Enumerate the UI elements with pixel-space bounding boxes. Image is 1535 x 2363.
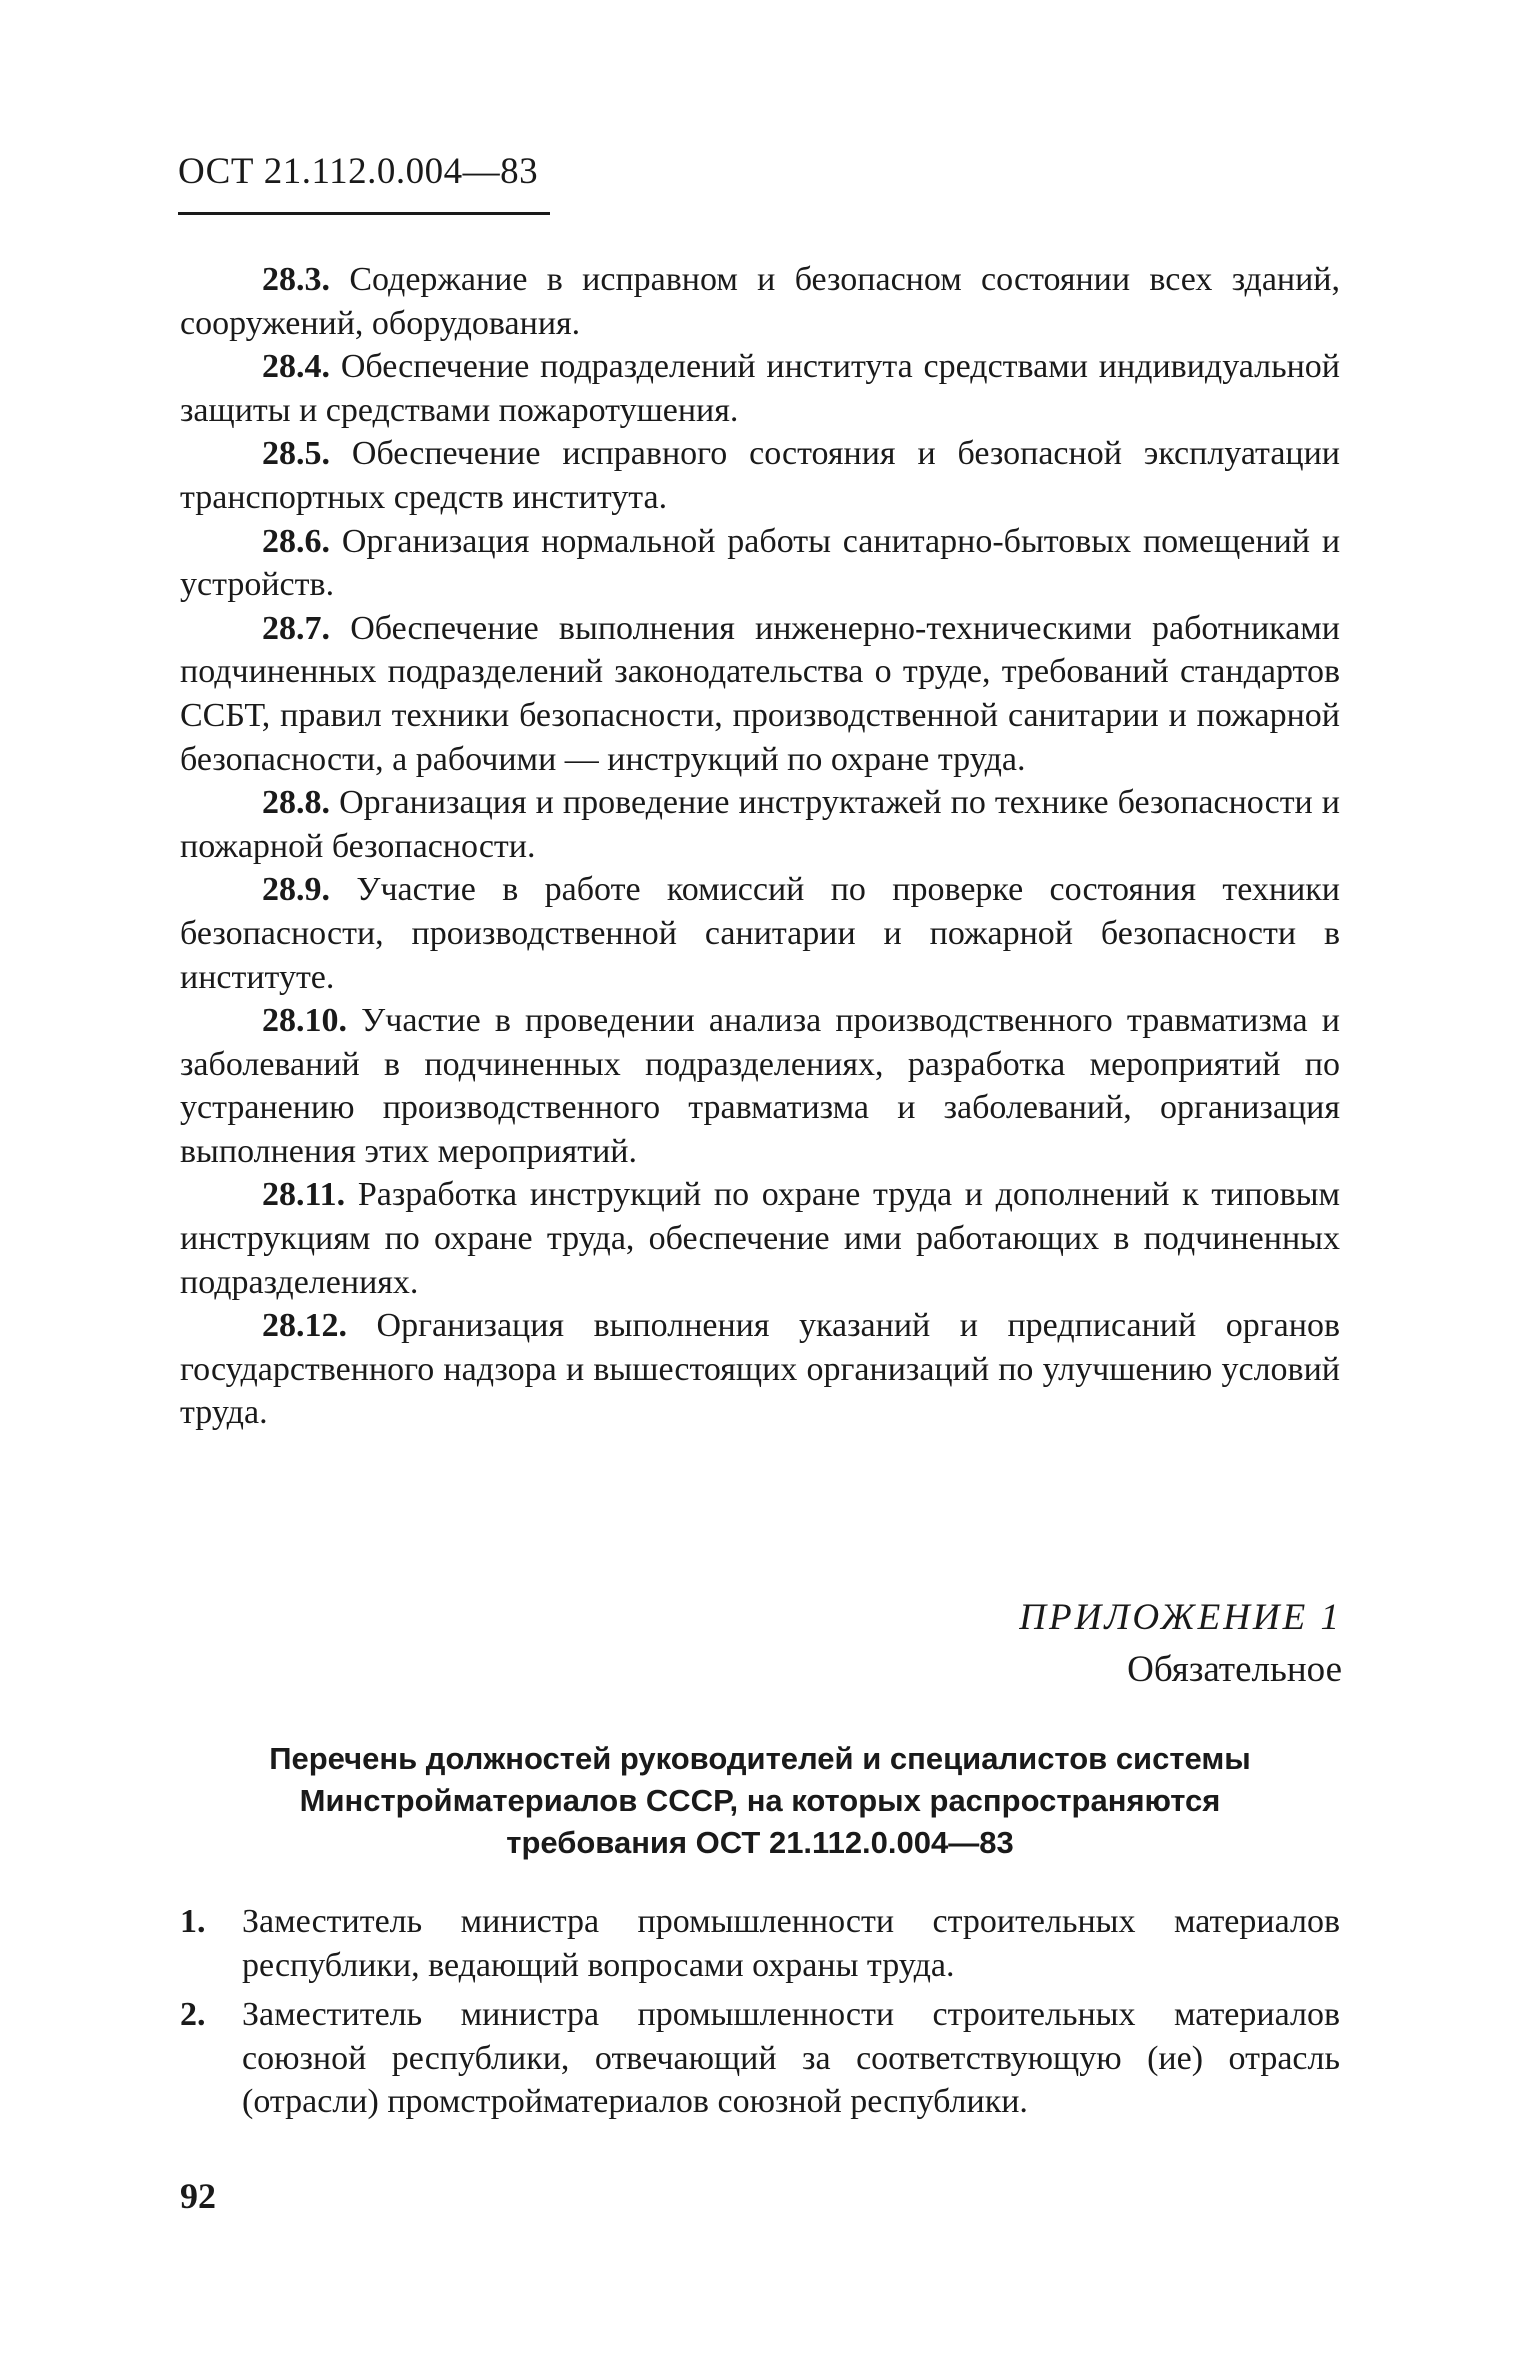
page-number: 92 — [180, 2176, 216, 2216]
document-code-header: ОСТ 21.112.0.004—83 — [178, 151, 539, 192]
section-28-body — [180, 258, 1340, 1435]
paragraph-28-9 — [180, 868, 1340, 999]
paragraph-text: Участие в проведении анализа производственного травматизма и заболеваний в подчиненных подразделениях, разработка мероприятий по устранению производственного травматизма и заболеваний, организация выполнения этих мероприятий. — [180, 1002, 1341, 1170]
paragraph-number: 28.11. — [262, 1176, 346, 1214]
paragraph-text: Обеспечение исправного состояния и безопасной эксплуатации транспортных средств института. — [180, 435, 1340, 516]
paragraph-number: 28.5. — [262, 435, 330, 473]
paragraph-text: Организация нормальной работы санитарно-бытовых помещений и устройств. — [180, 522, 1341, 604]
appendix-heading — [1019, 1592, 1342, 1696]
paragraph-number: 28.4. — [262, 348, 330, 386]
list-item-number: 1. — [180, 1903, 206, 1940]
paragraph-28-6 — [180, 520, 1340, 607]
paragraph-number: 28.10. — [262, 1002, 347, 1040]
paragraph-number: 28.6. — [262, 522, 330, 560]
paragraph-text: Организация и проведение инструктажей по технике безопасности и пожарной безопасности. — [180, 784, 1341, 865]
paragraph-number: 28.9. — [262, 871, 330, 909]
paragraph-28-5 — [180, 432, 1340, 519]
paragraph-28-11 — [180, 1173, 1340, 1304]
paragraph-28-10 — [180, 999, 1340, 1173]
header-underline — [178, 212, 550, 215]
paragraph-28-7 — [180, 607, 1340, 781]
paragraph-28-3 — [180, 258, 1340, 345]
paragraph-number: 28.7. — [262, 609, 330, 647]
list-title-line: Перечень должностей руководителей и специалистов системы — [269, 1741, 1251, 1776]
paragraph-text: Участие в работе комиссий по проверке состояния техники безопасности, производственной санитарии и пожарной безопасности в институте. — [180, 871, 1340, 996]
paragraph-text: Организация выполнения указаний и предписаний органов государственного надзора и вышестоящих организаций по улучшению условий труда. — [180, 1307, 1340, 1432]
list-title-line: Минстройматериалов СССР, на которых распространяются — [299, 1783, 1221, 1818]
paragraph-text: Обеспечение подразделений института средствами индивидуальной защиты и средствами пожаротушения. — [180, 348, 1340, 429]
paragraph-text: Содержание в исправном и безопасном состоянии всех зданий, сооружений, оборудования. — [180, 261, 1340, 342]
paragraph-number: 28.8. — [262, 784, 330, 822]
paragraph-number: 28.3. — [262, 261, 330, 298]
list-item — [180, 1900, 1340, 1987]
paragraph-text: Разработка инструкций по охране труда и дополнений к типовым инструкциям по охране труда, обеспечение ими работающих в подчиненных подразделениях. — [180, 1176, 1341, 1301]
list-item — [180, 1993, 1340, 2124]
list-item-number: 2. — [180, 1996, 206, 2034]
list-item-text: Заместитель министра промышленности строительных материалов союзной республики, отвечающий за соответствующую (ие) отрасль (отрасли) промстройматериалов союзной республики. — [242, 1996, 1340, 2121]
paragraph-28-4 — [180, 345, 1340, 432]
positions-list — [180, 1900, 1340, 2130]
appendix-title: ПРИЛОЖЕНИЕ 1 — [1019, 1597, 1342, 1638]
list-title-line: требования ОСТ 21.112.0.004—83 — [506, 1825, 1014, 1860]
appendix-subtitle: Обязательное — [1127, 1649, 1342, 1690]
paragraph-28-12 — [180, 1304, 1340, 1435]
paragraph-28-8 — [180, 781, 1340, 868]
positions-list-title — [180, 1738, 1340, 1864]
paragraph-number: 28.12. — [262, 1307, 347, 1345]
list-item-text: Заместитель министра промышленности строительных материалов республики, ведающий вопросами охраны труда. — [242, 1903, 1340, 1984]
paragraph-text: Обеспечение выполнения инженерно-техническими работниками подчиненных подразделений законодательства о труде, требований стандартов ССБТ, правил техники безопасности, производственной санитарии и пожарной безопасности, а рабочими — инструкций по охране труда. — [180, 609, 1340, 778]
